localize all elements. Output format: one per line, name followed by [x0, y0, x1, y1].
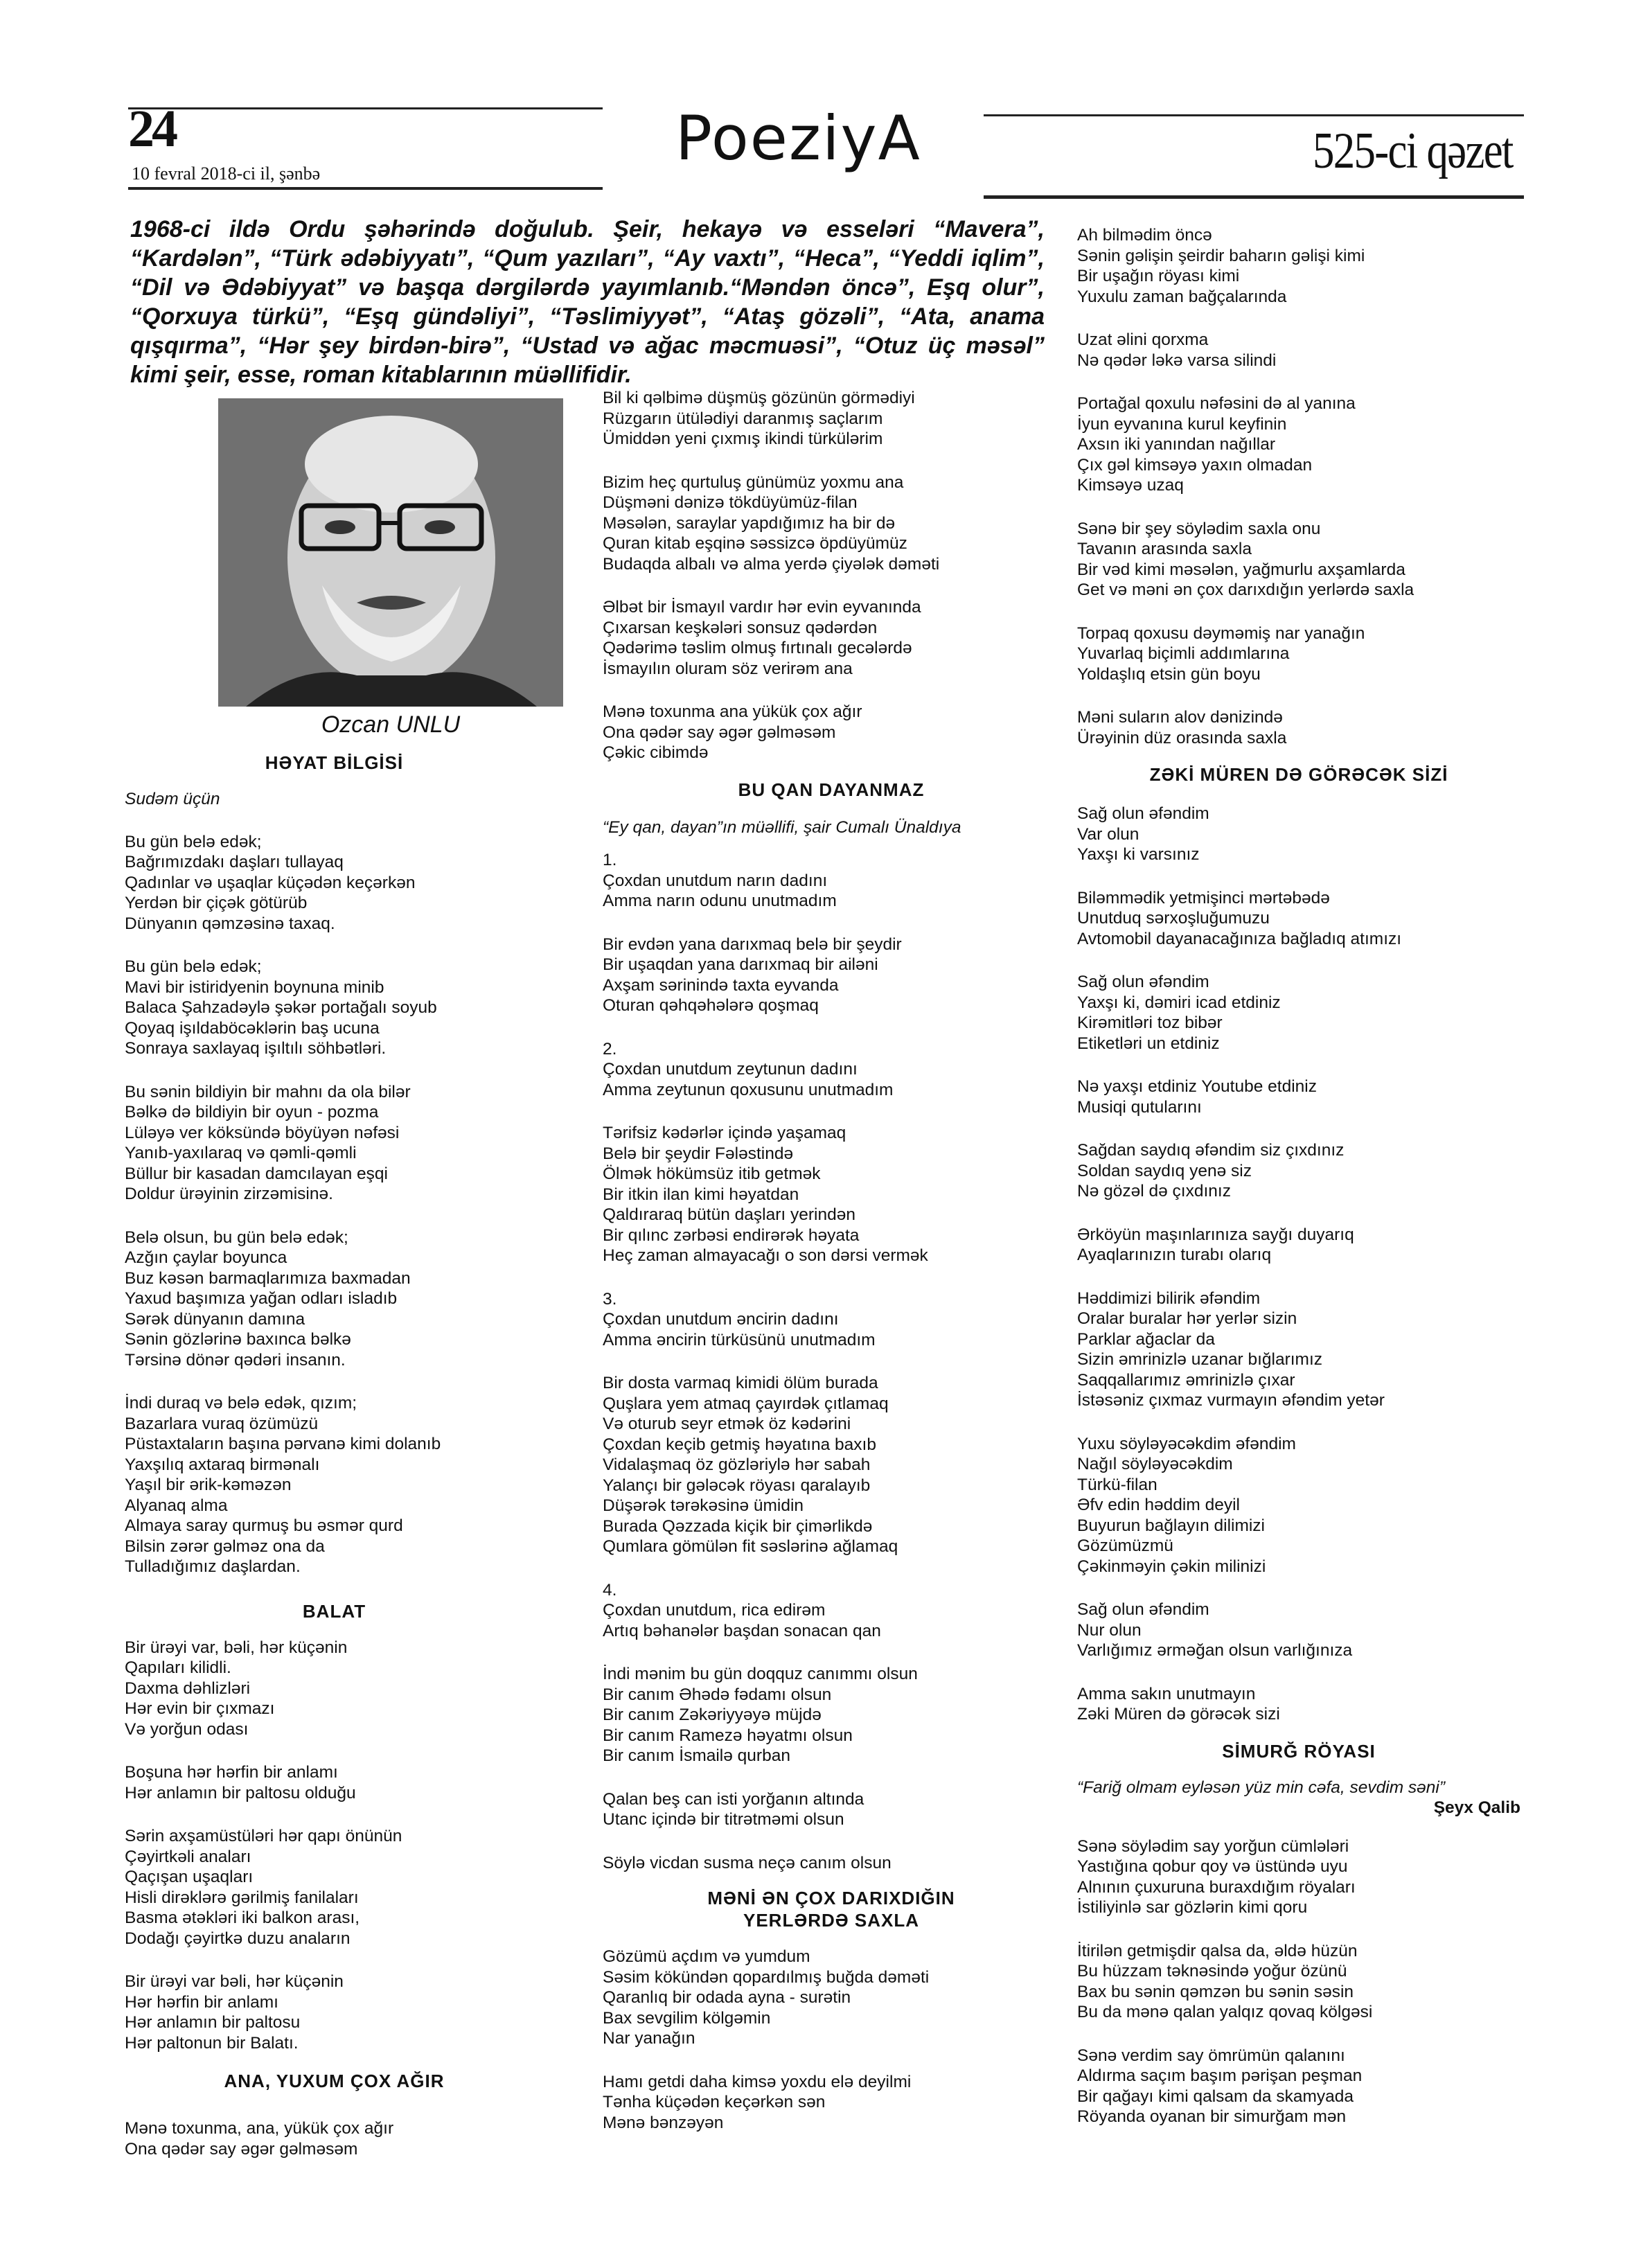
stanza — [1077, 972, 1520, 1054]
verse-line: Sizin əmrinizlə uzanar bığlarımız — [1077, 1350, 1323, 1369]
verse-line: Amma sakın unutmayın — [1077, 1684, 1256, 1703]
verse-line: Alnının çuxuruna buraxdığım röyaları — [1077, 1877, 1356, 1897]
verse-line: Balaca Şahzadəylə şəkər portağalı soyub — [125, 998, 437, 1017]
header-underline-left — [128, 187, 603, 190]
verse-line: Tərifsiz kədərlər içində yaşamaq — [603, 1124, 846, 1142]
verse-line: Bu gün belə edək; — [125, 832, 262, 851]
poem-title-bu-qan-dayanmaz: BU QAN DAYANMAZ — [738, 779, 925, 800]
verse-line: Dodağı çəyirtkə duzu anaların — [125, 1929, 351, 1948]
stanza — [1077, 707, 1520, 748]
stanza — [1077, 1600, 1520, 1661]
verse-line: Sənin gəlişin şeirdir baharın gəlişi kimi — [1077, 246, 1365, 265]
verse-line: Səsim kökündən qopardılmış buğda dəməti — [603, 1967, 930, 1987]
verse-line: İyun eyvanına kurul keyfinin — [1077, 414, 1287, 434]
verse-line: Düşməni dənizə tökdüyümüz-filan — [603, 493, 858, 512]
verse-line: Bir evdən yana darıxmaq belə bir şeydir — [603, 934, 902, 954]
stanza — [125, 957, 488, 1059]
verse-line: Var olun — [1077, 824, 1139, 844]
verse-line: Bir canım Ramezə həyatmı olsun — [603, 1726, 853, 1745]
verse-line: Yoldaşlıq etsin gün boyu — [1077, 664, 1261, 684]
verse-line: Hisli dirəklərə gərilmiş fanilaları — [125, 1888, 359, 1907]
verse-line: Qadınlar və uşaqlar küçədən keçərkən — [125, 873, 416, 892]
verse-line: Utanc içində bir titrətməmi olsun — [603, 1810, 844, 1829]
verse-line: Bu hüzzam təknəsində yoğur özünü — [1077, 1962, 1347, 1981]
poem-dedication: Sudəm üçün — [125, 790, 220, 808]
verse-line: Bilsin zərər gəlməz ona da — [125, 1536, 325, 1556]
verse-line: Axsın iki yanından nağıllar — [1077, 435, 1275, 454]
verse-line: Qaldıraraq bütün daşları yerindən — [603, 1205, 855, 1224]
column-1 — [125, 752, 488, 2182]
verse-line: Rüzgarın ütülədiyi daranmış saçlarım — [603, 409, 883, 428]
verse-line: Bu sənin bildiyin bir mahnı da ola bilər — [125, 1082, 411, 1101]
stanza — [603, 388, 1046, 450]
verse-line: Yuvarlaq biçimli addımlarına — [1077, 644, 1290, 663]
verse-line: Yuxu söyləyəcəkdim əfəndim — [1077, 1434, 1296, 1453]
verse-line: Belə olsun, bu gün belə edək; — [125, 1228, 348, 1247]
stanza — [1077, 1225, 1520, 1266]
stanza — [603, 1373, 1046, 1557]
verse-line: Sərək dünyanın damına — [125, 1309, 305, 1329]
poem-epigraph: “Fariğ olmam eyləsən yüz min cəfa, sevdim səni” — [1077, 1778, 1446, 1797]
poem-epigraph: “Ey qan, dayan”ın müəllifi, şair Cumalı Ünaldıya — [603, 817, 961, 837]
verse-line: Hər paltonun bir Balatı. — [125, 2033, 299, 2053]
verse-line: Çəkic cibimdə — [603, 743, 709, 762]
verse-line: Heç zaman almayacağı o son dərsi vermək — [603, 1246, 928, 1265]
stanza — [125, 2118, 488, 2159]
stanza — [1077, 1684, 1520, 1725]
verse-line: Hər evin bir çıxmazı — [125, 1699, 275, 1718]
verse-line: Qoyaq işıldaböcəklərin baş ucuna — [125, 1018, 380, 1038]
verse-line: Portağal qoxulu nəfəsini də al yanına — [1077, 394, 1356, 413]
verse-line: Quran kitab eşqinə səssizcə öpdüyümüz — [603, 534, 907, 553]
verse-line: Bil ki qəlbimə düşmüş gözünün görmədiyi — [603, 389, 915, 407]
verse-line: Və oturub seyr etmək öz kədərini — [603, 1415, 851, 1433]
poem-title-yerlerde-saxla: YERLƏRDƏ SAXLA — [743, 1910, 919, 1931]
verse-line: İtirilən getmişdir qalsa da, əldə hüzün — [1077, 1941, 1358, 1960]
stanza — [1077, 888, 1520, 950]
verse-line: Oturan qəhqəhələrə qoşmaq — [603, 996, 819, 1015]
verse-line: Almaya saray qurmuş bu əsmər qurd — [125, 1516, 403, 1535]
verse-line: Nur olun — [1077, 1620, 1142, 1640]
column-3 — [1077, 225, 1520, 2150]
verse-line: Türkü-filan — [1077, 1475, 1157, 1494]
verse-line: Buyurun bağlayın dilimizi — [1077, 1516, 1265, 1535]
poem-title-simurg-royasi: SİMURĞ RÖYASI — [1222, 1740, 1376, 1762]
poem-title-meni-en-cox: MƏNİ ƏN ÇOX DARIXDIĞIN — [707, 1888, 955, 1908]
verse-line: Doldur ürəyinin zirzəmisinə. — [125, 1185, 333, 1203]
stanza — [1077, 1288, 1520, 1411]
verse-line: Bizim heç qurtuluş günümüz yoxmu ana — [603, 472, 904, 492]
verse-line: Tulladığımız daşlardan. — [125, 1557, 301, 1576]
stanza — [1077, 330, 1520, 371]
verse-line: Bax sevgilim kölgəmin — [603, 2008, 771, 2028]
verse-line: Nə yaxşı etdiniz Youtube etdiniz — [1077, 1077, 1317, 1096]
verse-line: İsmayılın oluram söz verirəm ana — [603, 659, 853, 678]
verse-line: Yerdən bir çiçək götürüb — [125, 894, 308, 912]
verse-line: Ah bilmədim öncə — [1077, 226, 1212, 245]
verse-line: Ümiddən yeni çıxmış ikindi türkülərim — [603, 429, 883, 448]
verse-line: Amma əncirin türküsünü unutmadım — [603, 1330, 876, 1349]
verse-line: Hamı getdi daha kimsə yoxdu elə deyilmi — [603, 2072, 912, 2091]
verse-line: Bir canım Zəkəriyyəyə müjdə — [603, 1706, 822, 1724]
verse-line: Röyanda oyanan bir simurğam mən — [1077, 2107, 1347, 2126]
author-photo — [218, 398, 563, 707]
verse-line: İndi duraq və belə edək, qızım; — [125, 1394, 357, 1412]
stanza — [125, 1826, 488, 1949]
verse-line: Hər hərfin bir anlamı — [125, 1992, 278, 2012]
verse-line: Mənə toxunma ana yükük çox ağır — [603, 702, 862, 721]
verse-line: Soldan saydıq yenə siz — [1077, 1161, 1252, 1180]
epigraph-author: Şeyx Qalib — [1433, 1798, 1520, 1817]
verse-line: Ayaqlarınızın turabı olarıq — [1077, 1246, 1272, 1264]
verse-line: Büllur bir kasadan damcılayan eşqi — [125, 1164, 388, 1183]
stanza — [125, 1972, 488, 2053]
verse-line: Artıq bəhanələr başdan sonacan qan — [603, 1621, 881, 1640]
verse-line: İstəsəniz çıxmaz vurmayın əfəndim yetər — [1077, 1391, 1385, 1410]
verse-line: Qalan beş can isti yorğanın altında — [603, 1789, 864, 1809]
newspaper-name: 525-ci qəzet — [1313, 123, 1513, 179]
verse-line: Unutduq sərxoşluğumuzu — [1077, 909, 1270, 928]
verse-line: Belə bir şeydir Fələstində — [603, 1144, 794, 1163]
verse-line: Bəlkə də bildiyin bir oyun - pozma — [125, 1103, 379, 1122]
verse-line: Bir itkin ilan kimi həyatdan — [603, 1185, 799, 1204]
verse-line: Bir qağayı kimi qalsam da skamyada — [1077, 2087, 1354, 2106]
verse-line: Gözümü açdım və yumdum — [603, 1947, 810, 1966]
stanza — [603, 1289, 1046, 1351]
poem-title-heyat-bilgisi: HƏYAT BİLGİSİ — [265, 752, 404, 773]
stanza — [603, 1039, 1046, 1101]
verse-line: Vidalaşmaq öz gözləriylə hər sabah — [603, 1455, 871, 1474]
stanza — [603, 1580, 1046, 1642]
verse-line: Çıx gəl kimsəyə yaxın olmadan — [1077, 455, 1313, 475]
verse-line: Əfv edin həddim deyil — [1077, 1496, 1240, 1514]
stanza — [603, 1947, 1046, 2049]
verse-line: Biləmmədik yetmişinci mərtəbədə — [1077, 888, 1330, 907]
verse-line: Uzat əlini qorxma — [1077, 330, 1209, 349]
stanza — [1077, 225, 1520, 307]
verse-line: Boşuna hər hərfin bir anlamı — [125, 1763, 338, 1782]
verse-line: Bir dosta varmaq kimidi ölüm burada — [603, 1374, 878, 1392]
verse-line: Söylə vicdan susma neçə canım olsun — [603, 1853, 891, 1872]
verse-line: Ərköyün maşınlarınıza sayğı duyarıq — [1077, 1225, 1354, 1244]
stanza — [1077, 1140, 1520, 1202]
verse-line: Bax bu sənin qəmzən bu sənin səsin — [1077, 1982, 1354, 2001]
author-bio: 1968-ci ildə Ordu şəhərində doğulub. Şeir, hekayə və esseləri “Mavera”, “Kardələn”, “Türk ədəbiyyatı”, “Qum yazıları”, “Ay vaxtı”, “Heca”, “Yeddi iqlim”, “Dil və Ədəbiyyat” və başqa dərgilərdə yayımlanıb.“Məndən öncə”, Eşq olur”, “Qorxuya türkü”, “Eşq gündəliyi”, “Təslimiyyət”, “Ataş gözəli”, “Ata, anama qışqırma”, “Hər şey birdən-birə”, “Ustad və ağac məcmuəsi”, “Otuz üç məsəl” kimi şeir, esse, roman kitablarının müəllifidir. — [130, 216, 1045, 388]
verse-line: Saqqallarımız əmrinizlə çıxar — [1077, 1370, 1295, 1390]
verse-line: Amma narın odunu unutmadım — [603, 892, 837, 910]
verse-line: Çoxdan unutdum narın dadını — [603, 871, 828, 890]
verse-line: Bir uşaqdan yana darıxmaq bir ailəni — [603, 955, 878, 974]
verse-line: Basma ətəkləri iki balkon arası, — [125, 1908, 360, 1927]
verse-line: Azğın çaylar boyunca — [125, 1248, 287, 1267]
verse-line: Əlbət bir İsmayıl vardır hər evin eyvanında — [603, 598, 921, 617]
verse-line: Sağ olun əfəndim — [1077, 804, 1209, 823]
stanza — [125, 1228, 488, 1371]
verse-line: Nar yanağın — [603, 2029, 695, 2048]
verse-line: 3. — [603, 1289, 617, 1309]
verse-line: Sağdan saydıq əfəndim siz çıxdınız — [1077, 1141, 1345, 1160]
stanza — [603, 1853, 1046, 1874]
verse-line: Məsələn, saraylar yapdığımız ha bir də — [603, 513, 896, 533]
verse-line: Daxma dəhlizləri — [125, 1678, 251, 1698]
verse-line: Tənha küçədən keçərkən sən — [603, 2093, 826, 2111]
verse-line: Sağ olun əfəndim — [1077, 973, 1209, 991]
verse-line: Mənə toxunma, ana, yükük çox ağır — [125, 2119, 394, 2138]
stanza — [1077, 519, 1520, 601]
stanza — [125, 1638, 488, 1740]
poem-title-balat: BALAT — [302, 1600, 366, 1622]
verse-line: Sağ olun əfəndim — [1077, 1600, 1209, 1619]
column-2 — [603, 388, 1046, 2156]
verse-line: Gözümüzmü — [1077, 1536, 1173, 1555]
verse-line: 1. — [603, 851, 617, 869]
stanza — [1077, 1077, 1520, 1117]
verse-line: Sənə bir şey söylədim saxla onu — [1077, 519, 1321, 538]
verse-line: Və yorğun odası — [125, 1719, 249, 1739]
verse-line: Məni suların alov dənizində — [1077, 708, 1283, 727]
verse-line: Yaxşı ki, dəmiri icad etdiniz — [1077, 993, 1281, 1012]
verse-line: Çoxdan unutdum zeytunun dadını — [603, 1060, 858, 1079]
verse-line: Bir ürəyi var bəli, hər küçənin — [125, 1972, 344, 1991]
author-name: Ozcan UNLU — [321, 711, 461, 738]
stanza — [1077, 1836, 1520, 1918]
verse-line: Yuxulu zaman bağçalarında — [1077, 287, 1287, 306]
verse-line: Püstaxtaların başına pərvanə kimi dolanıb — [125, 1435, 441, 1453]
stanza — [1077, 393, 1520, 496]
verse-line: Bir canım İsmailə qurban — [603, 1746, 790, 1765]
stanza — [1077, 623, 1520, 685]
verse-line: Burada Qəzzada kiçik bir çimərlikdə — [603, 1516, 873, 1536]
verse-line: Bu gün belə edək; — [125, 957, 262, 976]
verse-line: Qapıları kilidli. — [125, 1658, 231, 1677]
verse-line: Sərin axşamüstüləri hər qapı önünün — [125, 1827, 402, 1845]
stanza — [1077, 2046, 1520, 2127]
verse-line: Yaşıl bir ərik-kəməzən — [125, 1476, 292, 1494]
stanza — [125, 1082, 488, 1205]
author-portrait-icon — [218, 398, 563, 707]
header-underline-right — [984, 195, 1524, 199]
issue-date: 10 fevral 2018-ci il, şənbə — [132, 163, 321, 184]
verse-line: Qədərimə təslim olmuş fırtınalı gecələrdə — [603, 639, 912, 657]
stanza — [1077, 804, 1520, 865]
header-rule-left — [128, 107, 603, 109]
stanza — [603, 1789, 1046, 1830]
stanza — [603, 2072, 1046, 2134]
verse-line: Yanıb-yaxılaraq və qəmli-qəmli — [125, 1144, 357, 1162]
verse-line: Musiqi qutularını — [1077, 1097, 1202, 1117]
verse-line: Qumlara gömülən fit səslərinə ağlamaq — [603, 1537, 898, 1556]
verse-line: Həddimizi bilirik əfəndim — [1077, 1288, 1261, 1308]
verse-line: Budaqda albalı və alma yerdə çiyələk dəməti — [603, 554, 940, 574]
verse-line: Bir uşağın röyası kimi — [1077, 267, 1240, 285]
verse-line: Sonraya saxlayaq işıltılı söhbətləri. — [125, 1039, 387, 1058]
verse-line: Yaxşı ki varsınız — [1077, 845, 1200, 864]
verse-line: Mənə bənzəyən — [603, 2113, 724, 2132]
verse-line: Amma zeytunun qoxusunu unutmadım — [603, 1080, 894, 1099]
verse-line: Yalançı bir gələcək röyası qaralayıb — [603, 1476, 871, 1495]
verse-line: İstiliyinlə sar gözlərin kimi qoru — [1077, 1898, 1308, 1917]
verse-line: Sənə söylədim say yorğun cümlələri — [1077, 1836, 1349, 1856]
verse-line: Ürəyinin düz orasında saxla — [1077, 728, 1287, 747]
verse-line: Bir ürəyi var, bəli, hər küçənin — [125, 1638, 348, 1657]
verse-line: Yastığına qobur qoy və üstündə uyu — [1077, 1857, 1348, 1876]
section-title: PoeziyA — [675, 103, 921, 174]
verse-line: Quşlara yem atmaq çayırdək çıtlamaq — [603, 1394, 889, 1413]
verse-line: Alyanaq alma — [125, 1496, 228, 1515]
verse-line: Lüləyə ver köksündə böyüyən nəfəsi — [125, 1123, 400, 1142]
verse-line: Oralar buralar hər yerlər sizin — [1077, 1309, 1297, 1328]
verse-line: Axşam sərinində taxta eyvanda — [603, 975, 839, 995]
verse-line: Bir canım Əhədə fədamı olsun — [603, 1685, 832, 1704]
verse-line: Bazarlara vuraq özümüzü — [125, 1414, 319, 1433]
verse-line: Sənə verdim say ömrümün qalanını — [1077, 2046, 1345, 2065]
verse-line: Zəki Müren də görəcək sizi — [1077, 1705, 1280, 1724]
verse-line: Bağrımızdakı daşları tullayaq — [125, 853, 344, 871]
poem-title-ana-yuxum: ANA, YUXUM ÇOX AĞIR — [224, 2071, 445, 2091]
verse-line: Bu da mənə qalan yalqız qovaq kölgəsi — [1077, 2003, 1373, 2021]
verse-line: Yaxud başımıza yağan odları isladıb — [125, 1289, 398, 1308]
verse-line: Qaçışan uşaqları — [125, 1868, 254, 1886]
verse-line: Bir vəd kimi məsələn, yağmurlu axşamlarda — [1077, 560, 1405, 579]
verse-line: İndi mənim bu gün doqquz canımmı olsun — [603, 1665, 918, 1683]
stanza — [603, 934, 1046, 1016]
verse-line: Qaranlıq bir odada ayna - surətin — [603, 1988, 851, 2007]
verse-line: Çəkinməyin çəkin milinizi — [1077, 1557, 1266, 1576]
verse-line: Etiketləri un etdiniz — [1077, 1034, 1220, 1053]
verse-line: Tavanın arasında saxla — [1077, 540, 1252, 558]
verse-line: Nə gözəl də çıxdınız — [1077, 1182, 1231, 1201]
verse-line: Dünyanın qəmzəsinə taxaq. — [125, 914, 335, 933]
verse-line: Aldırma saçım başım pərişan peşman — [1077, 2066, 1363, 2085]
verse-line: Hər anlamın bir paltosu — [125, 2013, 301, 2032]
verse-line: Çoxdan unutdum əncirin dadını — [603, 1310, 839, 1329]
verse-line: Çıxarsan keşkələri sonsuz qədərdən — [603, 618, 878, 637]
verse-line: Kimsəyə uzaq — [1077, 476, 1184, 495]
verse-line: Nə qədər ləkə varsa silindi — [1077, 351, 1277, 370]
verse-line: Tərsinə dönər qədəri insanın. — [125, 1350, 346, 1370]
verse-line: Buz kəsən barmaqlarımıza baxmadan — [125, 1268, 411, 1288]
verse-line: Çoxdan unutdum, rica edirəm — [603, 1601, 826, 1620]
verse-line: Ölmək hökümsüz itib getmək — [603, 1164, 821, 1183]
verse-line: Çəyirtkəli anaları — [125, 1847, 251, 1866]
stanza — [1077, 1434, 1520, 1577]
verse-line: Sənin gözlərinə baxınca bəlkə — [125, 1330, 351, 1349]
stanza — [603, 1664, 1046, 1766]
verse-line: 4. — [603, 1580, 617, 1600]
verse-line: Ona qədər say əgər gəlməsəm — [125, 2139, 358, 2159]
stanza — [125, 1762, 488, 1803]
stanza — [125, 1393, 488, 1577]
stanza — [125, 832, 488, 934]
stanza — [603, 597, 1046, 679]
verse-line: Hər anlamın bir paltosu olduğu — [125, 1783, 356, 1802]
poem-title-zeki-muren: ZƏKİ MÜREN DƏ GÖRƏCƏK SİZİ — [1149, 764, 1448, 785]
verse-line: Avtomobil dayanacağınıza bağladıq atımızı — [1077, 929, 1402, 948]
header-rule-right — [984, 114, 1524, 116]
verse-line: 2. — [603, 1039, 617, 1058]
verse-line: Nağıl söyləyəcəkdim — [1077, 1455, 1233, 1473]
stanza — [603, 1123, 1046, 1266]
verse-line: Düşərək tərəkəsinə ümidin — [603, 1496, 804, 1515]
verse-line: Parklar ağaclar da — [1077, 1329, 1215, 1349]
verse-line: Yaxşılıq axtaraq birmənalı — [125, 1455, 320, 1474]
verse-line: Varlığımız ərməğan olsun varlığınıza — [1077, 1641, 1353, 1660]
stanza — [603, 850, 1046, 912]
verse-line: Ona qədər say əgər gəlməsəm — [603, 723, 836, 742]
verse-line: Mavi bir istiridyenin boynuna minib — [125, 977, 384, 997]
verse-line: Torpaq qoxusu dəyməmiş nar yanağın — [1077, 623, 1365, 643]
verse-line: Kirəmitləri toz bibər — [1077, 1013, 1223, 1032]
stanza — [603, 472, 1046, 575]
verse-line: Get və məni ən çox darıxdığın yerlərdə saxla — [1077, 581, 1414, 599]
stanza — [603, 702, 1046, 763]
stanza — [1077, 1941, 1520, 2023]
verse-line: Çoxdan keçib getmiş həyatına baxıb — [603, 1435, 876, 1454]
page-number: 24 — [128, 100, 175, 158]
verse-line: Bir qılınc zərbəsi endirərək həyata — [603, 1225, 860, 1245]
